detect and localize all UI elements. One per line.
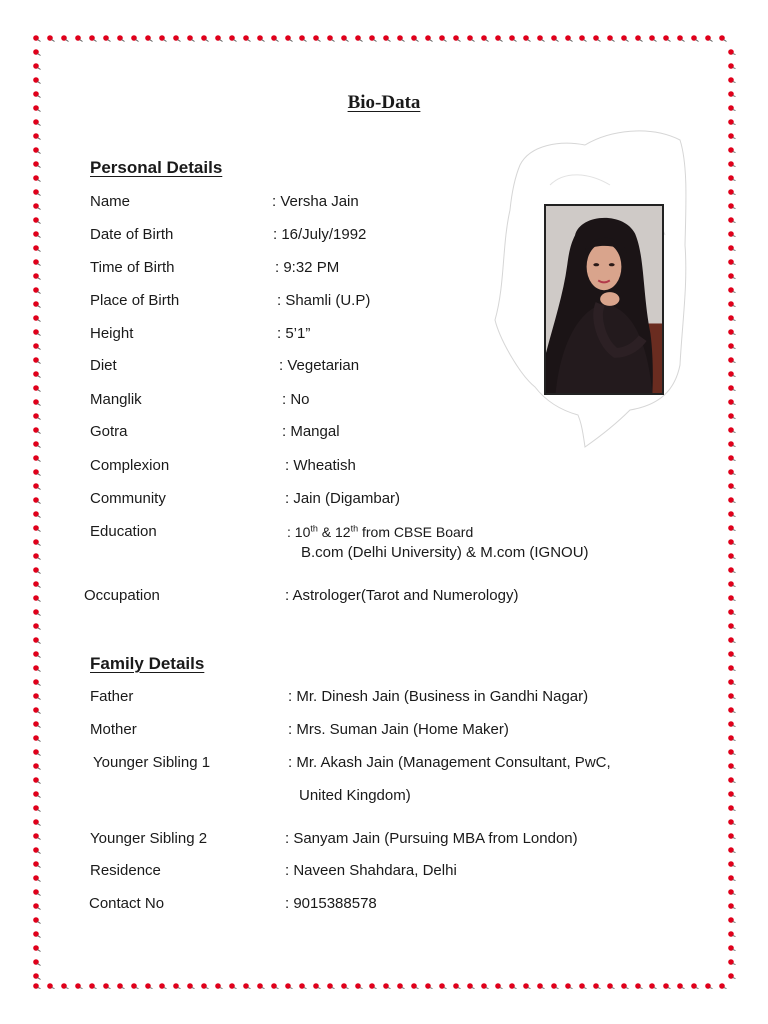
- border-dot: [728, 651, 735, 657]
- border-dot: [33, 399, 40, 405]
- border-dot: [728, 161, 735, 167]
- border-dot: [33, 483, 40, 489]
- portrait-image: [546, 206, 662, 393]
- border-dot: [728, 133, 735, 139]
- border-dot: [728, 273, 735, 279]
- border-dot: [719, 35, 726, 41]
- value-residence: : Naveen Shahdara, Delhi: [285, 862, 457, 879]
- border-dot: [271, 983, 278, 989]
- border-dot: [728, 665, 735, 671]
- border-dot: [103, 35, 110, 41]
- value-place-of-birth: : Shamli (U.P): [277, 292, 371, 309]
- value-education-line1: : 10th & 12th from CBSE Board: [287, 523, 474, 540]
- border-dot: [728, 847, 735, 853]
- label-occupation: Occupation: [84, 587, 160, 604]
- border-dot: [145, 35, 152, 41]
- family-details-heading: Family Details: [90, 654, 205, 673]
- label-younger-sibling-1: Younger Sibling 1: [93, 754, 211, 771]
- border-dot: [33, 777, 40, 783]
- border-dot: [411, 35, 418, 41]
- page-title: Bio-Data: [347, 92, 421, 113]
- border-dot: [453, 983, 460, 989]
- border-dot: [728, 483, 735, 489]
- border-dot: [635, 35, 642, 41]
- border-dot: [33, 469, 40, 475]
- border-dot: [61, 983, 68, 989]
- border-dot: [728, 385, 735, 391]
- border-dot: [621, 35, 628, 41]
- border-dot: [728, 301, 735, 307]
- value-father: : Mr. Dinesh Jain (Business in Gandhi Nagar): [288, 688, 589, 705]
- border-dot: [728, 77, 735, 83]
- border-dot: [607, 983, 614, 989]
- label-father: Father: [90, 688, 134, 705]
- border-dot: [481, 35, 488, 41]
- border-dot: [33, 567, 40, 573]
- label-mother: Mother: [90, 721, 137, 738]
- border-dot: [173, 983, 180, 989]
- personal-details-heading: Personal Details: [90, 158, 223, 177]
- border-dot: [728, 903, 735, 909]
- border-dot: [33, 441, 40, 447]
- border-dot: [89, 983, 96, 989]
- border-dot: [579, 35, 586, 41]
- border-dot: [728, 287, 735, 293]
- value-time-of-birth: : 9:32 PM: [275, 259, 340, 276]
- border-dot: [33, 245, 40, 251]
- border-dot: [607, 35, 614, 41]
- border-dot: [89, 35, 96, 41]
- border-dot: [33, 903, 40, 909]
- border-dot: [33, 679, 40, 685]
- border-dot: [33, 819, 40, 825]
- border-dot: [728, 231, 735, 237]
- border-dot: [341, 983, 348, 989]
- border-dot: [355, 35, 362, 41]
- border-dot: [728, 637, 735, 643]
- border-dot: [145, 983, 152, 989]
- border-dot: [33, 945, 40, 951]
- border-dot: [728, 917, 735, 923]
- border-dot: [728, 567, 735, 573]
- label-residence: Residence: [90, 862, 161, 879]
- border-dot: [229, 35, 236, 41]
- border-dot: [117, 983, 124, 989]
- border-dot: [728, 889, 735, 895]
- border-dot: [728, 539, 735, 545]
- border-dot: [565, 983, 572, 989]
- border-dot: [33, 315, 40, 321]
- border-dot: [728, 931, 735, 937]
- border-dot: [728, 959, 735, 965]
- border-dot: [33, 413, 40, 419]
- border-dot: [565, 35, 572, 41]
- border-dot: [341, 35, 348, 41]
- border-dot: [649, 983, 656, 989]
- border-dot: [299, 983, 306, 989]
- border-dot: [495, 35, 502, 41]
- border-dot: [728, 749, 735, 755]
- border-dot: [33, 35, 40, 41]
- label-time-of-birth: Time of Birth: [90, 259, 175, 276]
- border-dot: [285, 983, 292, 989]
- border-dot: [728, 245, 735, 251]
- border-dot: [33, 805, 40, 811]
- border-dot: [33, 707, 40, 713]
- border-dot: [33, 231, 40, 237]
- value-manglik: : No: [282, 391, 310, 408]
- border-dot: [47, 983, 54, 989]
- border-dot: [75, 983, 82, 989]
- border-dot: [33, 77, 40, 83]
- border-dot: [509, 35, 516, 41]
- value-younger-sibling-1: : Mr. Akash Jain (Management Consultant, PwC,: [288, 754, 611, 771]
- border-dot: [728, 441, 735, 447]
- label-name: Name: [90, 193, 131, 210]
- border-dot: [728, 175, 735, 181]
- border-dot: [728, 707, 735, 713]
- border-dot: [728, 833, 735, 839]
- border-dot: [728, 777, 735, 783]
- border-dot: [47, 35, 54, 41]
- border-dot: [33, 343, 40, 349]
- border-dot: [33, 175, 40, 181]
- label-education: Education: [90, 523, 157, 540]
- border-dot: [187, 35, 194, 41]
- label-complexion: Complexion: [90, 457, 170, 474]
- border-dot: [33, 329, 40, 335]
- border-dot: [201, 983, 208, 989]
- border-dot: [271, 35, 278, 41]
- border-dot: [33, 651, 40, 657]
- border-dot: [728, 63, 735, 69]
- value-gotra: : Mangal: [282, 423, 340, 440]
- value-height: : 5’1”: [277, 325, 311, 342]
- border-dot: [103, 983, 110, 989]
- border-dot: [33, 273, 40, 279]
- border-dot: [33, 357, 40, 363]
- border-dot: [579, 983, 586, 989]
- border-dot: [728, 791, 735, 797]
- label-manglik: Manglik: [90, 391, 142, 408]
- border-dot: [728, 735, 735, 741]
- border-dot: [728, 679, 735, 685]
- border-dot: [33, 455, 40, 461]
- border-dot: [719, 983, 726, 989]
- border-dot: [439, 35, 446, 41]
- border-dot: [61, 35, 68, 41]
- border-dot: [33, 133, 40, 139]
- border-dot: [33, 889, 40, 895]
- border-dot: [201, 35, 208, 41]
- border-dot: [425, 983, 432, 989]
- value-diet: : Vegetarian: [279, 357, 360, 374]
- border-dot: [728, 119, 735, 125]
- value-complexion: : Wheatish: [285, 457, 356, 474]
- border-dot: [243, 983, 250, 989]
- border-dot: [215, 35, 222, 41]
- border-dot: [33, 665, 40, 671]
- label-diet: Diet: [90, 357, 117, 374]
- border-dot: [728, 497, 735, 503]
- border-dot: [33, 525, 40, 531]
- border-dot: [33, 847, 40, 853]
- border-dot: [33, 637, 40, 643]
- border-dot: [33, 875, 40, 881]
- border-dot: [467, 35, 474, 41]
- border-dot: [593, 983, 600, 989]
- border-dot: [383, 35, 390, 41]
- border-dot: [728, 623, 735, 629]
- border-dot: [551, 983, 558, 989]
- border-dot: [481, 983, 488, 989]
- label-contact-no: Contact No: [89, 895, 165, 912]
- border-dot: [243, 35, 250, 41]
- border-dot: [677, 983, 684, 989]
- border-dot: [728, 399, 735, 405]
- border-dot: [33, 301, 40, 307]
- border-dot: [523, 983, 530, 989]
- value-younger-sibling-1-line2: United Kingdom): [299, 787, 411, 804]
- border-dot: [728, 189, 735, 195]
- border-dot: [327, 983, 334, 989]
- border-dot: [33, 973, 40, 979]
- border-dot: [369, 983, 376, 989]
- border-dot: [33, 931, 40, 937]
- border-dot: [677, 35, 684, 41]
- border-dot: [728, 147, 735, 153]
- border-dot: [33, 539, 40, 545]
- border-dot: [621, 983, 628, 989]
- label-height: Height: [90, 325, 134, 342]
- border-dot: [551, 35, 558, 41]
- border-dot: [728, 553, 735, 559]
- border-dot: [369, 35, 376, 41]
- border-dot: [728, 343, 735, 349]
- border-dot: [33, 189, 40, 195]
- profile-photo: [544, 204, 664, 395]
- border-dot: [439, 983, 446, 989]
- value-mother: : Mrs. Suman Jain (Home Maker): [288, 721, 509, 738]
- border-dot: [728, 763, 735, 769]
- border-dot: [728, 329, 735, 335]
- border-dot: [728, 693, 735, 699]
- border-dot: [728, 511, 735, 517]
- border-dot: [425, 35, 432, 41]
- border-dot: [33, 161, 40, 167]
- border-dot: [728, 357, 735, 363]
- border-dot: [411, 983, 418, 989]
- border-dot: [299, 35, 306, 41]
- value-younger-sibling-2: : Sanyam Jain (Pursuing MBA from London): [285, 830, 578, 847]
- border-dot: [537, 35, 544, 41]
- border-dot: [728, 721, 735, 727]
- border-dot: [33, 63, 40, 69]
- border-dot: [33, 427, 40, 433]
- border-dot: [728, 525, 735, 531]
- border-dot: [33, 49, 40, 55]
- border-dot: [467, 983, 474, 989]
- border-dot: [33, 959, 40, 965]
- border-dot: [728, 413, 735, 419]
- border-dot: [313, 35, 320, 41]
- border-dot: [33, 553, 40, 559]
- border-dot: [728, 469, 735, 475]
- border-dot: [705, 35, 712, 41]
- border-dot: [593, 35, 600, 41]
- border-dot: [33, 581, 40, 587]
- border-dot: [229, 983, 236, 989]
- border-dot: [728, 581, 735, 587]
- border-dot: [691, 983, 698, 989]
- border-dot: [33, 833, 40, 839]
- label-younger-sibling-2: Younger Sibling 2: [90, 830, 208, 847]
- border-dot: [649, 35, 656, 41]
- border-dot: [537, 983, 544, 989]
- border-dot: [495, 983, 502, 989]
- border-dot: [728, 259, 735, 265]
- border-dot: [33, 203, 40, 209]
- border-dot: [728, 49, 735, 55]
- value-community: : Jain (Digambar): [285, 490, 401, 507]
- border-dot: [523, 35, 530, 41]
- border-dot: [33, 763, 40, 769]
- border-dot: [33, 595, 40, 601]
- value-contact-no: : 9015388578: [285, 895, 377, 912]
- border-dot: [728, 609, 735, 615]
- border-dot: [33, 119, 40, 125]
- border-dot: [728, 861, 735, 867]
- border-dot: [33, 917, 40, 923]
- border-dot: [33, 749, 40, 755]
- border-dot: [285, 35, 292, 41]
- border-dot: [159, 35, 166, 41]
- border-dot: [728, 973, 735, 979]
- border-dot: [728, 203, 735, 209]
- value-occupation: : Astrologer(Tarot and Numerology): [285, 587, 519, 604]
- border-dot: [728, 315, 735, 321]
- border-dot: [33, 385, 40, 391]
- border-dot: [173, 35, 180, 41]
- border-dot: [728, 217, 735, 223]
- border-dot: [728, 455, 735, 461]
- border-dot: [327, 35, 334, 41]
- border-dot: [33, 791, 40, 797]
- border-dot: [117, 35, 124, 41]
- border-dot: [33, 259, 40, 265]
- border-dot: [33, 147, 40, 153]
- border-dot: [33, 735, 40, 741]
- border-dot: [33, 721, 40, 727]
- border-dot: [663, 983, 670, 989]
- border-dot: [728, 427, 735, 433]
- border-dot: [33, 511, 40, 517]
- border-dot: [33, 497, 40, 503]
- border-dot: [509, 983, 516, 989]
- border-dot: [33, 371, 40, 377]
- border-dot: [33, 861, 40, 867]
- label-date-of-birth: Date of Birth: [90, 226, 174, 243]
- border-dot: [33, 983, 40, 989]
- border-dot: [187, 983, 194, 989]
- border-dot: [355, 983, 362, 989]
- border-dot: [33, 217, 40, 223]
- border-dot: [635, 983, 642, 989]
- value-education-line2: B.com (Delhi University) & M.com (IGNOU): [301, 544, 589, 561]
- border-dot: [691, 35, 698, 41]
- border-dot: [33, 623, 40, 629]
- border-dot: [397, 35, 404, 41]
- border-dot: [33, 693, 40, 699]
- border-dot: [383, 983, 390, 989]
- border-dot: [705, 983, 712, 989]
- border-dot: [159, 983, 166, 989]
- border-dot: [131, 35, 138, 41]
- border-dot: [33, 287, 40, 293]
- border-dot: [33, 609, 40, 615]
- border-dot: [257, 983, 264, 989]
- border-dot: [257, 35, 264, 41]
- border-dot: [75, 35, 82, 41]
- border-dot: [728, 805, 735, 811]
- border-dot: [131, 983, 138, 989]
- label-place-of-birth: Place of Birth: [90, 292, 180, 309]
- label-community: Community: [90, 490, 166, 507]
- border-dot: [728, 875, 735, 881]
- border-dot: [397, 983, 404, 989]
- border-dot: [728, 595, 735, 601]
- border-dot: [313, 983, 320, 989]
- border-dot: [728, 945, 735, 951]
- border-dot: [728, 371, 735, 377]
- border-dot: [215, 983, 222, 989]
- border-dot: [453, 35, 460, 41]
- label-gotra: Gotra: [90, 423, 128, 440]
- value-date-of-birth: : 16/July/1992: [273, 226, 367, 243]
- border-dot: [663, 35, 670, 41]
- value-name: : Versha Jain: [272, 193, 359, 210]
- border-dot: [728, 819, 735, 825]
